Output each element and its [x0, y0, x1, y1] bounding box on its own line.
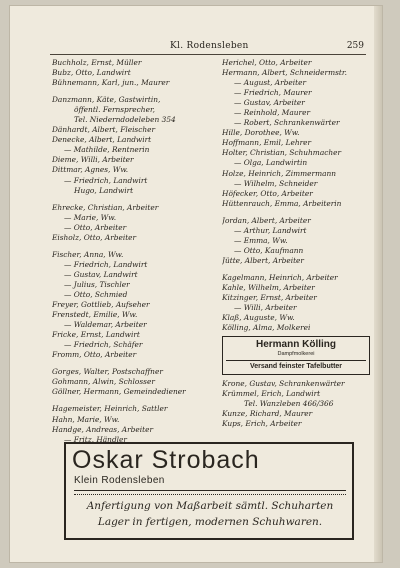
directory-entry: — Otto, Arbeiter: [64, 222, 127, 232]
page-number: 259: [346, 41, 364, 51]
directory-entry: Kitzinger, Ernst, Arbeiter: [222, 293, 317, 303]
directory-page: [10, 6, 382, 562]
directory-entry: Freyer, Gottlieb, Aufseher: [52, 300, 150, 310]
directory-entry: Holter, Christian, Schuhmacher: [222, 148, 342, 158]
directory-entry: Tel. Niederndodeleben 354: [74, 115, 176, 125]
directory-entry: Hahn, Marie, Ww.: [52, 414, 120, 424]
directory-entry: Kölling, Alma, Molkerei: [222, 323, 311, 333]
directory-entry: Krümmel, Erich, Landwirt: [222, 389, 321, 399]
directory-entry: — Willi, Arbeiter: [234, 303, 297, 313]
directory-entry: — Mathilde, Rentnerin: [64, 145, 150, 155]
koelling-ad-title: Hermann Kölling: [255, 339, 336, 351]
entry-spacer: [52, 360, 200, 367]
entry-spacer: [222, 209, 370, 216]
directory-entry: — Gustav, Arbeiter: [234, 98, 305, 108]
directory-entry: Kahle, Wilhelm, Arbeiter: [222, 282, 315, 292]
left-column: [52, 58, 200, 445]
directory-entry: — Emma, Ww.: [234, 235, 288, 245]
directory-entry: Kunze, Richard, Maurer: [222, 409, 313, 419]
directory-entry: — Reinhold, Maurer: [234, 108, 310, 118]
strobach-ad-title: Oskar Strobach: [72, 446, 260, 474]
directory-entry: Handge, Andreas, Arbeiter: [52, 424, 153, 434]
directory-entry: — Fritz, Händler: [64, 434, 127, 444]
koelling-ad-subtitle: Dampfmolkerei: [277, 351, 315, 358]
strobach-ad-line-2: Lager in fertigen, modernen Schuhwaren.: [97, 516, 323, 528]
koelling-advertisement: [222, 336, 370, 375]
directory-entry: Hille, Dorothee, Ww.: [222, 128, 300, 138]
directory-entry: — August, Arbeiter: [234, 78, 307, 88]
directory-entry: öffentl. Fernsprecher,: [74, 105, 156, 115]
directory-entry: Kagelmann, Heinrich, Arbeiter: [222, 272, 338, 282]
directory-entry: Dieme, Willi, Arbeiter: [52, 155, 134, 165]
directory-entry: — Wilhelm, Schneider: [234, 178, 318, 188]
directory-entry: Dittmar, Agnes, Ww.: [52, 165, 129, 175]
directory-entry: — Otto, Kaufmann: [234, 245, 304, 255]
directory-entry: Hüttenrauch, Emma, Arbeiterin: [222, 198, 342, 208]
directory-entry: — Gustav, Landwirt: [64, 269, 138, 279]
strobach-advertisement: [64, 442, 354, 540]
directory-entry: Bühnemann, Karl, jun., Maurer: [52, 78, 170, 88]
directory-entry: Denecke, Albert, Landwirt: [52, 135, 152, 145]
directory-entry: — Marie, Ww.: [64, 212, 117, 222]
page-gutter: [374, 6, 382, 562]
directory-entry: Hermann, Albert, Schneidermstr.: [222, 68, 347, 78]
directory-entry: — Friedrich, Schäfer: [64, 340, 143, 350]
directory-entry: — Julius, Tischler: [64, 279, 130, 289]
directory-entry: Frenstedt, Emilie, Ww.: [52, 310, 138, 320]
directory-entry: Kups, Erich, Arbeiter: [222, 419, 302, 429]
directory-entry: Krone, Gustav, Schrankenwärter: [222, 379, 345, 389]
entry-spacer: [52, 88, 200, 95]
entry-spacer: [52, 196, 200, 203]
directory-entry: Holze, Heinrich, Zimmermann: [222, 168, 337, 178]
directory-entry: Jordan, Albert, Arbeiter: [222, 215, 311, 225]
directory-entry: Hagemeister, Heinrich, Sattler: [52, 404, 168, 414]
strobach-ad-divider: [74, 490, 346, 491]
entry-spacer: [52, 397, 200, 404]
directory-entry: — Robert, Schrankenwärter: [234, 118, 340, 128]
directory-entry: — Waldemar, Arbeiter: [64, 320, 147, 330]
directory-entry: Ehrecke, Christian, Arbeiter: [52, 202, 159, 212]
directory-entry: — Otto, Schmied: [64, 289, 128, 299]
running-head: Kl. Rodensleben: [170, 41, 249, 51]
directory-entry: Tel. Wanzleben 466/366: [244, 399, 334, 409]
entry-spacer: [222, 266, 370, 273]
directory-entry: Dänhardt, Albert, Fleischer: [52, 125, 156, 135]
directory-entry: Göllner, Hermann, Gemeindediener: [52, 387, 186, 397]
directory-entry: — Friedrich, Maurer: [234, 88, 312, 98]
koelling-ad-slogan: Versand feinster Tafelbutter: [226, 360, 366, 372]
strobach-ad-subtitle: Klein Rodensleben: [74, 475, 165, 486]
directory-entry: Eisholz, Otto, Arbeiter: [52, 232, 137, 242]
directory-entry: — Olga, Landwirtin: [234, 158, 308, 168]
directory-entry: Gorges, Walter, Postschaffner: [52, 367, 163, 377]
directory-entry: — Friedrich, Landwirt: [64, 259, 148, 269]
directory-entry: Danzmann, Käte, Gastwirtin,: [52, 95, 161, 105]
page-header: [50, 38, 366, 55]
directory-entry: Fischer, Anna, Ww.: [52, 249, 124, 259]
directory-entry: Gohmann, Alwin, Schlosser: [52, 377, 155, 387]
strobach-ad-line-1: Anfertigung von Maßarbeit sämtl. Schuharten: [86, 500, 334, 512]
directory-entry: Fricke, Ernst, Landwirt: [52, 330, 140, 340]
directory-entry: Herichel, Otto, Arbeiter: [222, 58, 312, 67]
directory-entry: — Arthur, Landwirt: [234, 225, 307, 235]
directory-entry: Hugo, Landwirt: [74, 185, 134, 195]
directory-entry: Buchholz, Ernst, Müller: [52, 58, 142, 67]
strobach-ad-dotted-divider: [74, 494, 346, 495]
directory-entry: Hoffmann, Emil, Lehrer: [222, 138, 312, 148]
right-column-entries-top: [222, 58, 370, 333]
directory-entry: Jütte, Albert, Arbeiter: [222, 255, 304, 265]
directory-entry: Höfecker, Otto, Arbeiter: [222, 188, 313, 198]
right-column: [222, 58, 370, 429]
right-column-entries-bottom: [222, 379, 370, 429]
entry-spacer: [52, 243, 200, 250]
directory-entry: Klaß, Auguste, Ww.: [222, 313, 295, 323]
directory-entry: — Friedrich, Landwirt: [64, 175, 148, 185]
directory-entry: Bubz, Otto, Landwirt: [52, 68, 131, 78]
directory-entry: Fromm, Otto, Arbeiter: [52, 350, 137, 360]
